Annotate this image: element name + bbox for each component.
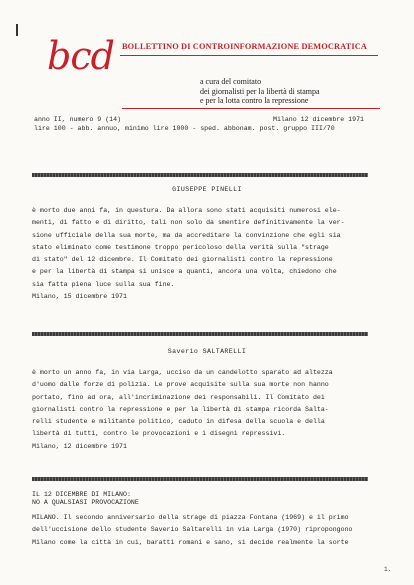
body-line: d'uomo dalle forze di polizia. Le prove acquisite sulla sua morte non hanno [32, 381, 329, 389]
body-line: sione ufficiale della sua morte, ma da accreditare la convinzione che egli sia [32, 231, 341, 239]
masthead-divider [120, 55, 378, 56]
heading-line: IL 12 DICEMBRE DI MILANO: [32, 491, 131, 498]
section-body [32, 205, 377, 303]
body-line: dell'uccisione dello studente Saverio Saltarelli in via Larga (1970) ripropongono [32, 526, 353, 534]
body-line: è morto un anno fa, in via Larga, ucciso da un candelotto sparato ad altezza [32, 369, 333, 376]
section-divider [32, 332, 368, 336]
body-line: giornalisti contro la repressione e per la libertà di stampa ricorda Salta- [32, 405, 329, 413]
body-line: libertà di tutti, contro le provocazioni e i disegni repressivi. [32, 430, 286, 438]
masthead-title: BOLLETTINO DI CONTROINFORMAZIONE DEMOCRATICA [122, 42, 368, 51]
body-line: Milano come la città in cui, baratti romani e sano, si decide realmente la sorte [32, 538, 349, 546]
body-line: menti, di fatto e di diritto, tali non solo da smentire definitivamente la ver- [32, 219, 345, 227]
section-body [32, 512, 377, 549]
body-line: portato, fino ad ora, all'incriminazione dei responsabili. Il Comitato dei [32, 393, 325, 401]
body-line: è morto due anni fa, in questura. Da allora sono stati acquisiti numerosi ele- [32, 207, 341, 214]
body-line: sia fatta piena luce sulla sua fine. [32, 280, 175, 288]
signoff: Milano, 15 dicembre 1971 [32, 293, 127, 301]
signoff: Milano, 12 dicembre 1971 [32, 442, 127, 450]
issue-date: Milano 12 dicembre 1971 [272, 116, 364, 123]
subtitle-line: a cura del comitato [200, 77, 262, 86]
section-body [32, 367, 377, 453]
body-line: relli studente e militante politico, caduto in difesa della scuola e della [32, 418, 325, 426]
subtitle-line: e per la lotta contro la repressione [200, 96, 309, 106]
section-heading [32, 491, 139, 508]
section-heading: GIUSEPPE PINELLI [172, 186, 242, 193]
body-line: stato eliminato come testimone troppo pericoloso della verità sulla "strage [32, 243, 329, 251]
body-line: di stato" del 12 dicembre. Il Comitato dei giornalisti contro la repressione [32, 256, 333, 264]
section-divider [32, 477, 368, 481]
masthead-subtitle [200, 77, 320, 106]
issue-info [34, 115, 364, 133]
masthead-bottom-divider [122, 108, 380, 109]
margin-mark [16, 24, 18, 36]
body-line: e per la libertà di stampa si unisce a quanti, ancora una volta, chiedono che [32, 268, 337, 276]
heading-line: NO A QUALSIASI PROVOCAZIONE [32, 499, 139, 507]
logo: bcd [47, 34, 114, 78]
section-divider [32, 173, 368, 177]
issue-number: anno II, numero 9 (14) [34, 116, 122, 123]
page-marker: 1. [384, 566, 392, 573]
body-line: MILANO. Il secondo anniversario della strage di piazza Fontana (1969) e il primo [32, 514, 349, 521]
section-heading: Saverio SALTARELLI [167, 348, 247, 355]
subscription-info: lire 100 - abb. annuo, minimo lire 1000 - sped. abbonam. post. gruppo III/70 [34, 125, 335, 132]
subtitle-line: dei giornalisti per la libertà di stampa [200, 86, 320, 96]
